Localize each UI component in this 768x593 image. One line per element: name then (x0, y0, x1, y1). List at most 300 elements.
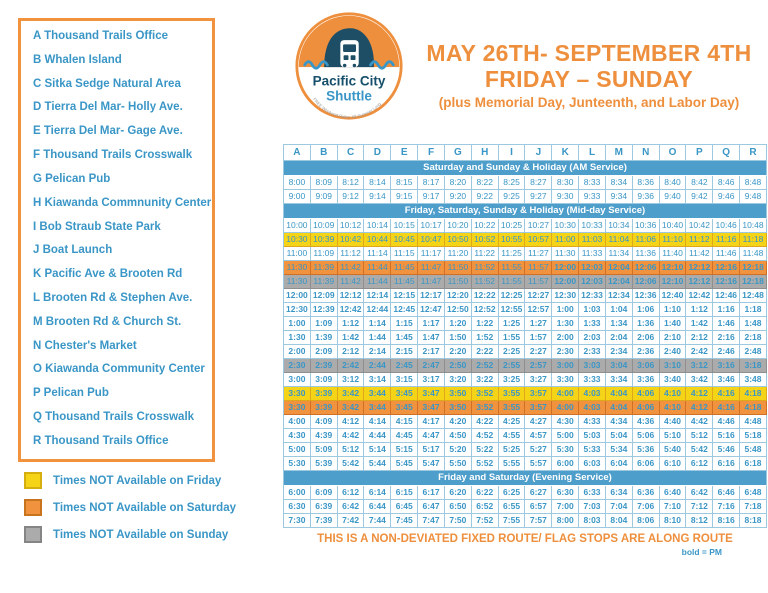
time-cell: 6:30 (552, 486, 579, 500)
time-cell: 3:57 (525, 401, 552, 415)
time-cell: 4:47 (418, 429, 445, 443)
time-cell: 6:34 (606, 486, 633, 500)
time-cell: 3:39 (311, 387, 338, 401)
time-cell: 4:10 (660, 387, 687, 401)
holiday-subtitle: (plus Memorial Day, Junteenth, and Labor Day) (438, 95, 740, 110)
time-cell: 5:14 (364, 443, 391, 457)
time-cell: 2:04 (606, 331, 633, 345)
time-cell: 7:03 (579, 500, 606, 514)
time-cell: 4:25 (499, 415, 526, 429)
time-cell: 8:40 (660, 176, 687, 190)
time-cell: 12:47 (418, 303, 445, 317)
time-cell: 10:40 (660, 219, 687, 233)
time-cell: 4:27 (525, 415, 552, 429)
time-cell: 7:50 (445, 514, 472, 528)
time-cell: 9:22 (472, 190, 499, 204)
time-cell: 10:44 (364, 233, 391, 247)
column-header-p: P (686, 145, 713, 161)
time-cell: 6:45 (391, 500, 418, 514)
time-cell: 7:57 (525, 514, 552, 528)
time-cell: 2:00 (284, 345, 311, 359)
time-cell: 2:10 (660, 331, 687, 345)
time-cell: 6:27 (525, 486, 552, 500)
time-cell: 2:18 (740, 331, 767, 345)
time-cell: 5:42 (338, 457, 365, 471)
time-cell: 2:33 (579, 345, 606, 359)
time-cell: 5:17 (418, 443, 445, 457)
time-cell: 11:42 (338, 275, 365, 289)
time-cell: 1:33 (579, 317, 606, 331)
schedule-table-body (284, 161, 767, 528)
time-cell: 10:57 (525, 233, 552, 247)
time-cell: 1:09 (311, 317, 338, 331)
time-cell: 2:45 (391, 359, 418, 373)
legend-swatch-icon (24, 472, 42, 489)
time-cell: 12:40 (660, 289, 687, 303)
schedule-row (284, 233, 767, 247)
time-cell: 11:00 (284, 247, 311, 261)
time-cell: 12:30 (284, 303, 311, 317)
time-cell: 4:15 (391, 415, 418, 429)
time-cell: 6:09 (311, 486, 338, 500)
time-cell: 5:34 (606, 443, 633, 457)
time-cell: 4:30 (552, 415, 579, 429)
time-cell: 3:44 (364, 401, 391, 415)
time-cell: 3:17 (418, 373, 445, 387)
time-cell: 1:36 (633, 317, 660, 331)
time-cell: 6:40 (660, 486, 687, 500)
time-cell: 4:45 (391, 429, 418, 443)
time-cell: 8:46 (713, 176, 740, 190)
time-cell: 4:12 (686, 401, 713, 415)
time-cell: 6:22 (472, 486, 499, 500)
time-cell: 7:52 (472, 514, 499, 528)
time-cell: 7:44 (364, 514, 391, 528)
time-cell: 2:12 (686, 331, 713, 345)
time-cell: 5:48 (740, 443, 767, 457)
time-cell: 4:44 (364, 429, 391, 443)
time-cell: 5:42 (686, 443, 713, 457)
legend (24, 472, 236, 553)
time-cell: 2:12 (338, 345, 365, 359)
time-cell: 3:47 (418, 387, 445, 401)
time-cell: 7:04 (606, 500, 633, 514)
stop-item-g: G Pelican Pub (33, 172, 111, 185)
time-cell: 11:47 (418, 261, 445, 275)
time-cell: 4:48 (740, 415, 767, 429)
time-cell: 2:44 (364, 359, 391, 373)
time-cell: 11:14 (364, 247, 391, 261)
time-cell: 11:55 (499, 261, 526, 275)
time-cell: 10:12 (338, 219, 365, 233)
time-cell: 3:03 (579, 359, 606, 373)
schedule-row (284, 500, 767, 514)
time-cell: 3:18 (740, 359, 767, 373)
legend-label: Times NOT Available on Friday (53, 474, 222, 487)
time-cell: 8:09 (311, 176, 338, 190)
time-cell: 6:12 (686, 457, 713, 471)
schedule-row (284, 359, 767, 373)
time-cell: 2:00 (552, 331, 579, 345)
time-cell: 12:09 (311, 289, 338, 303)
time-cell: 11:22 (472, 247, 499, 261)
time-cell: 12:55 (499, 303, 526, 317)
schedule-row (284, 387, 767, 401)
time-cell: 2:25 (499, 345, 526, 359)
time-cell: 12:17 (418, 289, 445, 303)
time-cell: 6:57 (525, 500, 552, 514)
time-cell: 4:06 (633, 387, 660, 401)
time-cell: 7:12 (686, 500, 713, 514)
time-cell: 9:33 (579, 190, 606, 204)
time-cell: 6:48 (740, 486, 767, 500)
time-cell: 9:36 (633, 190, 660, 204)
time-cell: 2:34 (606, 345, 633, 359)
time-cell: 10:17 (418, 219, 445, 233)
time-cell: 2:36 (633, 345, 660, 359)
column-header-m: M (606, 145, 633, 161)
time-cell: 11:52 (472, 275, 499, 289)
time-cell: 9:12 (338, 190, 365, 204)
time-cell: 7:00 (552, 500, 579, 514)
time-cell: 2:20 (445, 345, 472, 359)
time-cell: 1:17 (418, 317, 445, 331)
time-cell: 5:33 (579, 443, 606, 457)
time-cell: 10:14 (364, 219, 391, 233)
time-cell: 5:06 (633, 429, 660, 443)
time-cell: 11:06 (633, 233, 660, 247)
time-cell: 11:03 (579, 233, 606, 247)
time-cell: 5:12 (686, 429, 713, 443)
column-header-r: R (740, 145, 767, 161)
time-cell: 11:40 (660, 247, 687, 261)
time-cell: 9:48 (740, 190, 767, 204)
time-cell: 6:00 (284, 486, 311, 500)
legend-swatch-icon (24, 526, 42, 543)
time-cell: 1:42 (686, 317, 713, 331)
time-cell: 2:46 (713, 345, 740, 359)
time-cell: 11:36 (633, 247, 660, 261)
time-cell: 12:30 (552, 289, 579, 303)
legend-label: Times NOT Available on Saturday (53, 501, 236, 514)
stop-item-p: P Pelican Pub (33, 387, 109, 400)
time-cell: 11:52 (472, 261, 499, 275)
column-header-n: N (633, 145, 660, 161)
time-cell: 8:03 (579, 514, 606, 528)
time-cell: 12:00 (284, 289, 311, 303)
time-cell: 7:06 (633, 500, 660, 514)
time-cell: 3:42 (338, 401, 365, 415)
time-cell: 3:12 (338, 373, 365, 387)
time-cell: 2:30 (284, 359, 311, 373)
stop-item-o: O Kiawanda Community Center (33, 363, 205, 376)
time-cell: 2:27 (525, 345, 552, 359)
bus-icon (340, 40, 358, 67)
time-cell: 3:22 (472, 373, 499, 387)
time-cell: 1:20 (445, 317, 472, 331)
time-cell: 9:30 (552, 190, 579, 204)
time-cell: 11:30 (284, 261, 311, 275)
time-cell: 6:52 (472, 500, 499, 514)
time-cell: 3:00 (552, 359, 579, 373)
time-cell: 3:55 (499, 401, 526, 415)
time-cell: 5:10 (660, 429, 687, 443)
time-cell: 3:47 (418, 401, 445, 415)
time-cell: 3:06 (633, 359, 660, 373)
time-cell: 12:12 (686, 261, 713, 275)
days-title: FRIDAY – SUNDAY (484, 66, 694, 92)
time-cell: 1:00 (284, 317, 311, 331)
time-cell: 9:46 (713, 190, 740, 204)
column-header-g: G (445, 145, 472, 161)
time-cell: 3:48 (740, 373, 767, 387)
time-cell: 12:06 (633, 261, 660, 275)
time-cell: 1:12 (338, 317, 365, 331)
legend-item (24, 526, 236, 543)
time-cell: 3:04 (606, 359, 633, 373)
time-cell: 8:10 (660, 514, 687, 528)
time-cell: 10:25 (499, 219, 526, 233)
time-cell: 6:00 (552, 457, 579, 471)
time-cell: 4:30 (284, 429, 311, 443)
legend-label: Times NOT Available on Sunday (53, 528, 229, 541)
time-cell: 8:20 (445, 176, 472, 190)
time-cell: 11:20 (445, 247, 472, 261)
service-banner: Friday and Saturday (Evening Service) (284, 471, 767, 486)
time-cell: 2:22 (472, 345, 499, 359)
time-cell: 8:18 (740, 514, 767, 528)
stop-item-c: C Sitka Sedge Natural Area (33, 77, 181, 90)
time-cell: 6:42 (338, 500, 365, 514)
time-cell: 9:09 (311, 190, 338, 204)
time-cell: 2:39 (311, 359, 338, 373)
time-cell: 3:33 (579, 373, 606, 387)
time-cell: 8:33 (579, 176, 606, 190)
time-cell: 2:57 (525, 359, 552, 373)
time-cell: 10:50 (445, 233, 472, 247)
stop-item-f: F Thousand Trails Crosswalk (33, 149, 193, 162)
time-cell: 1:18 (740, 303, 767, 317)
time-cell: 11:25 (499, 247, 526, 261)
time-cell: 10:42 (338, 233, 365, 247)
time-cell: 4:06 (633, 401, 660, 415)
time-cell: 4:04 (606, 387, 633, 401)
column-header-a: A (284, 145, 311, 161)
time-cell: 5:30 (284, 457, 311, 471)
stop-item-l: L Brooten Rd & Stephen Ave. (33, 291, 193, 304)
time-cell: 3:27 (525, 373, 552, 387)
time-cell: 3:15 (391, 373, 418, 387)
column-header-d: D (364, 145, 391, 161)
stop-item-e: E Tierra Del Mar- Gage Ave. (33, 125, 183, 138)
schedule-row (284, 219, 767, 233)
time-cell: 5:57 (525, 457, 552, 471)
time-cell: 10:00 (284, 219, 311, 233)
time-cell: 2:15 (391, 345, 418, 359)
time-cell: 4:14 (364, 415, 391, 429)
time-cell: 3:52 (472, 401, 499, 415)
time-cell: 7:42 (338, 514, 365, 528)
time-cell: 12:39 (311, 303, 338, 317)
time-cell: 7:45 (391, 514, 418, 528)
time-cell: 12:18 (740, 275, 767, 289)
schedule-row (284, 443, 767, 457)
time-cell: 10:42 (686, 219, 713, 233)
time-cell: 2:14 (364, 345, 391, 359)
time-cell: 2:55 (499, 359, 526, 373)
time-cell: 12:50 (445, 303, 472, 317)
time-cell: 1:12 (686, 303, 713, 317)
time-cell: 8:27 (525, 176, 552, 190)
time-cell: 4:33 (579, 415, 606, 429)
time-cell: 8:14 (364, 176, 391, 190)
time-cell: 4:03 (579, 387, 606, 401)
time-cell: 1:48 (740, 317, 767, 331)
stop-item-k: K Pacific Ave & Brooten Rd (33, 268, 183, 281)
time-cell: 8:12 (686, 514, 713, 528)
time-cell: 12:06 (633, 275, 660, 289)
time-cell: 3:44 (364, 387, 391, 401)
time-cell: 8:12 (338, 176, 365, 190)
time-cell: 5:03 (579, 429, 606, 443)
time-cell: 12:10 (660, 275, 687, 289)
schedule-row (284, 331, 767, 345)
time-cell: 12:04 (606, 261, 633, 275)
time-cell: 3:14 (364, 373, 391, 387)
column-header-j: J (525, 145, 552, 161)
time-cell: 11:45 (391, 261, 418, 275)
time-cell: 11:39 (311, 275, 338, 289)
time-cell: 6:36 (633, 486, 660, 500)
time-cell: 4:17 (418, 415, 445, 429)
time-cell: 6:50 (445, 500, 472, 514)
time-cell: 1:06 (633, 303, 660, 317)
column-header-k: K (552, 145, 579, 161)
time-cell: 10:48 (740, 219, 767, 233)
time-cell: 5:18 (740, 429, 767, 443)
schedule-row (284, 429, 767, 443)
time-cell: 12:46 (713, 289, 740, 303)
time-cell: 1:04 (606, 303, 633, 317)
time-cell: 2:47 (418, 359, 445, 373)
column-header-h: H (472, 145, 499, 161)
schedule-row (284, 289, 767, 303)
time-cell: 3:16 (713, 359, 740, 373)
stop-item-d: D Tierra Del Mar- Holly Ave. (33, 101, 183, 114)
time-cell: 5:45 (391, 457, 418, 471)
column-header-b: B (311, 145, 338, 161)
time-cell: 3:42 (686, 373, 713, 387)
time-cell: 5:00 (284, 443, 311, 457)
time-cell: 11:44 (364, 261, 391, 275)
time-cell: 5:47 (418, 457, 445, 471)
schedule-table (283, 144, 767, 528)
time-cell: 3:00 (284, 373, 311, 387)
time-cell: 2:50 (445, 359, 472, 373)
time-cell: 6:25 (499, 486, 526, 500)
time-cell: 1:30 (284, 331, 311, 345)
time-cell: 12:48 (740, 289, 767, 303)
time-cell: 4:10 (660, 401, 687, 415)
time-cell: 1:14 (364, 317, 391, 331)
time-cell: 12:15 (391, 289, 418, 303)
time-cell: 11:33 (579, 247, 606, 261)
stop-item-a: A Thousand Trails Office (33, 30, 169, 42)
time-cell: 5:12 (338, 443, 365, 457)
time-cell: 12:16 (713, 275, 740, 289)
time-cell: 1:45 (391, 331, 418, 345)
time-cell: 11:00 (552, 233, 579, 247)
time-cell: 12:45 (391, 303, 418, 317)
service-banner: Friday, Saturday, Sunday & Holiday (Mid-day Service) (284, 204, 767, 219)
time-cell: 6:18 (740, 457, 767, 471)
time-cell: 7:47 (418, 514, 445, 528)
time-cell: 9:27 (525, 190, 552, 204)
time-cell: 3:55 (499, 387, 526, 401)
time-cell: 6:33 (579, 486, 606, 500)
time-cell: 12:33 (579, 289, 606, 303)
time-cell: 10:39 (311, 233, 338, 247)
time-cell: 4:09 (311, 415, 338, 429)
time-cell: 5:22 (472, 443, 499, 457)
time-cell: 11:15 (391, 247, 418, 261)
time-cell: 5:15 (391, 443, 418, 457)
time-cell: 10:27 (525, 219, 552, 233)
time-cell: 3:25 (499, 373, 526, 387)
time-cell: 10:55 (499, 233, 526, 247)
time-cell: 5:25 (499, 443, 526, 457)
time-cell: 7:16 (713, 500, 740, 514)
time-cell: 4:52 (472, 429, 499, 443)
time-cell: 11:50 (445, 275, 472, 289)
time-cell: 9:25 (499, 190, 526, 204)
time-cell: 1:27 (525, 317, 552, 331)
column-header-e: E (391, 145, 418, 161)
time-cell: 4:12 (338, 415, 365, 429)
time-cell: 4:18 (740, 387, 767, 401)
time-cell: 4:20 (445, 415, 472, 429)
time-cell: 1:44 (364, 331, 391, 345)
column-header-l: L (579, 145, 606, 161)
time-cell: 6:39 (311, 500, 338, 514)
time-cell: 5:16 (713, 429, 740, 443)
schedule-row (284, 247, 767, 261)
service-banner: Saturday and Sunday & Holiday (AM Service) (284, 161, 767, 176)
time-cell: 3:45 (391, 401, 418, 415)
time-cell: 1:16 (713, 303, 740, 317)
time-cell: 1:39 (311, 331, 338, 345)
time-cell: 12:42 (686, 289, 713, 303)
time-cell: 12:25 (499, 289, 526, 303)
time-cell: 1:25 (499, 317, 526, 331)
logo-subtitle: Shuttle (326, 88, 372, 104)
time-cell: 6:10 (660, 457, 687, 471)
time-cell: 4:39 (311, 429, 338, 443)
time-cell: 4:04 (606, 401, 633, 415)
time-cell: 4:16 (713, 387, 740, 401)
time-cell: 3:52 (472, 387, 499, 401)
time-cell: 8:48 (740, 176, 767, 190)
time-cell: 11:57 (525, 275, 552, 289)
time-cell: 4:42 (338, 429, 365, 443)
time-cell: 4:12 (686, 387, 713, 401)
time-cell: 12:57 (525, 303, 552, 317)
time-cell: 9:15 (391, 190, 418, 204)
time-cell: 8:06 (633, 514, 660, 528)
time-cell: 4:00 (552, 387, 579, 401)
time-cell: 10:22 (472, 219, 499, 233)
time-cell: 5:55 (499, 457, 526, 471)
